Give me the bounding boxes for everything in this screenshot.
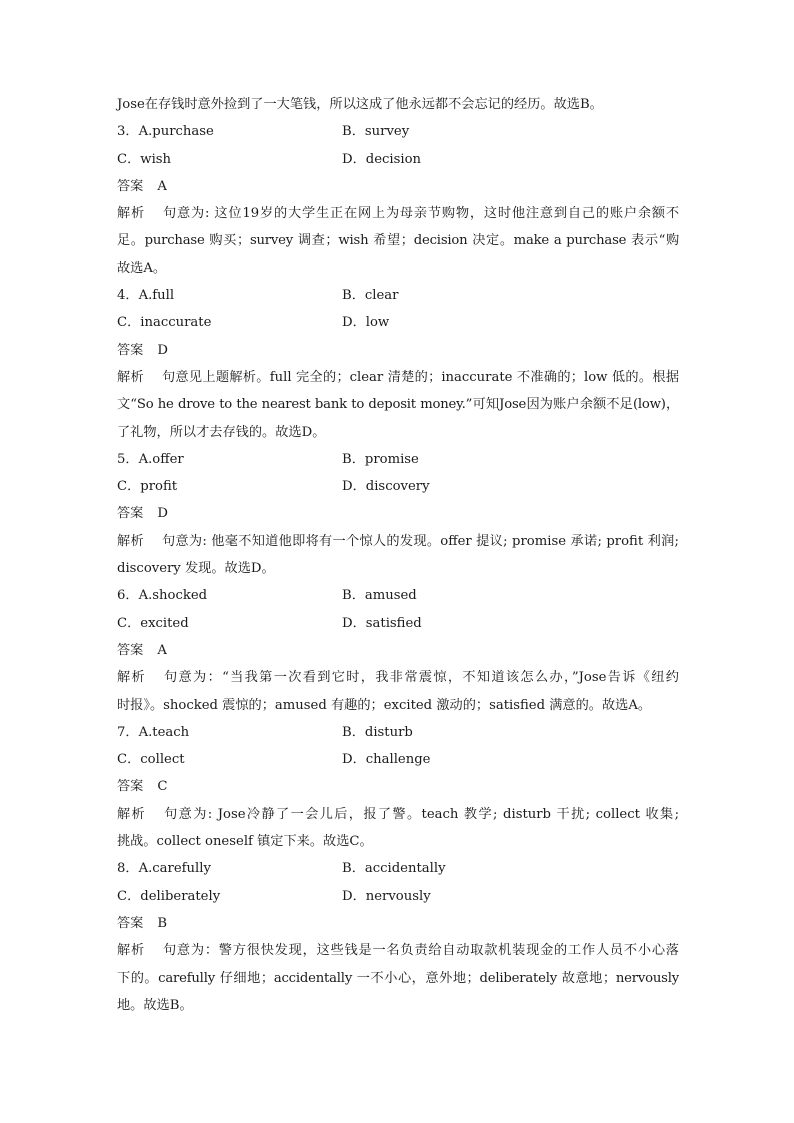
option-4c: C．inaccurate xyxy=(117,315,212,331)
question-3-options-ab xyxy=(117,118,679,145)
question-3-options-cd xyxy=(117,146,679,173)
question-8-options-cd xyxy=(117,883,679,910)
question-6-options-cd xyxy=(117,610,679,637)
answer-4: 答案 D xyxy=(117,342,168,358)
answer-6: 答案 A xyxy=(117,642,167,658)
explanation-6-line-2: 时报》。shocked 震惊的；amused 有趣的；excited 激动的；satisfied 满意的。故选A。 xyxy=(117,697,652,713)
option-5d: D．discovery xyxy=(342,479,430,495)
option-8b: B．accidentally xyxy=(342,861,446,877)
option-6c: C．excited xyxy=(117,615,189,631)
explanation-4-line-3: 了礼物，所以才去存钱的。故选D。 xyxy=(117,424,326,440)
option-5a: 5．A.offer xyxy=(117,451,184,467)
option-8d: D．nervously xyxy=(342,888,431,904)
option-6d: D．satisfied xyxy=(342,615,422,631)
explanation-3-line-3: 故选A。 xyxy=(117,260,167,276)
explanation-8-line-1: 解析 句意为：警方很快发现，这些钱是一名负责给自动取款机装现金的工作人员不小心落 xyxy=(117,943,679,959)
option-4b: B．clear xyxy=(342,288,399,304)
question-4-options-cd xyxy=(117,309,679,336)
answer-5: 答案 D xyxy=(117,506,168,522)
explanation-7-line-2: 挑战。collect oneself 镇定下来。故选C。 xyxy=(117,834,373,850)
question-5-options-cd xyxy=(117,473,679,500)
answer-8: 答案 B xyxy=(117,915,168,931)
option-8c: C．deliberately xyxy=(117,888,221,904)
option-7d: D．challenge xyxy=(342,752,431,768)
explanation-8-line-3: 地。故选B。 xyxy=(117,997,193,1013)
option-5c: C．profit xyxy=(117,479,178,495)
option-3c: C．wish xyxy=(117,151,172,167)
option-3a: 3．A.purchase xyxy=(117,124,214,140)
explanation-5-line-2: discovery 发现。故选D。 xyxy=(117,561,275,577)
option-4a: 4．A.full xyxy=(117,288,175,304)
option-5b: B．promise xyxy=(342,451,419,467)
option-6b: B．amused xyxy=(342,588,417,604)
question-5-options-ab xyxy=(117,446,679,473)
explanation-8-line-2: 下的。carefully 仔细地；accidentally 一不小心，意外地；deliberately 故意地；nervously xyxy=(117,970,679,986)
question-7-options-ab xyxy=(117,719,679,746)
question-4-options-ab xyxy=(117,282,679,309)
option-6a: 6．A.shocked xyxy=(117,588,208,604)
option-3d: D．decision xyxy=(342,151,422,167)
option-7a: 7．A.teach xyxy=(117,724,190,740)
document-page xyxy=(117,91,679,1019)
question-6-options-ab xyxy=(117,582,679,609)
explanation-5-line-1: 解析 句意为: 他毫不知道他即将有一个惊人的发现。offer 提议; promise 承诺; profit 利润; xyxy=(117,533,679,549)
option-4d: D．low xyxy=(342,315,390,331)
question-7-options-cd xyxy=(117,746,679,773)
option-8a: 8．A.carefully xyxy=(117,861,211,877)
question-8-options-ab xyxy=(117,855,679,882)
answer-3: 答案 A xyxy=(117,178,167,194)
explanation-3-line-2: 足。purchase 购买；survey 调查；wish 希望；decision 决定。make a purchase 表示“购 xyxy=(117,233,679,249)
explanation-4-line-1: 解析 句意见上题解析。full 完全的；clear 清楚的；inaccurate 不准确的；low 低的。根据 xyxy=(117,369,679,385)
option-7c: C．collect xyxy=(117,752,185,768)
option-3b: B．survey xyxy=(342,124,410,140)
answer-7: 答案 C xyxy=(117,779,168,795)
intro-line: Jose在存钱时意外捡到了一大笔钱，所以这成了他永远都不会忘记的经历。故选B。 xyxy=(117,97,603,112)
explanation-4-line-2: 文“So he drove to the nearest bank to deposit money.”可知Jose因为账户余额不足(low)， xyxy=(117,397,679,413)
explanation-6-line-1: 解析 句意为：“当我第一次看到它时，我非常震惊，不知道该怎么办，”Jose告诉《纽约 xyxy=(117,670,679,686)
explanation-7-line-1: 解析 句意为: Jose冷静了一会儿后，报了警。teach 教学; disturb 干扰; collect 收集; xyxy=(117,806,679,822)
option-7b: B．disturb xyxy=(342,724,413,740)
explanation-3-line-1: 解析 句意为: 这位19岁的大学生正在网上为母亲节购物，这时他注意到自己的账户余额不 xyxy=(117,206,679,222)
